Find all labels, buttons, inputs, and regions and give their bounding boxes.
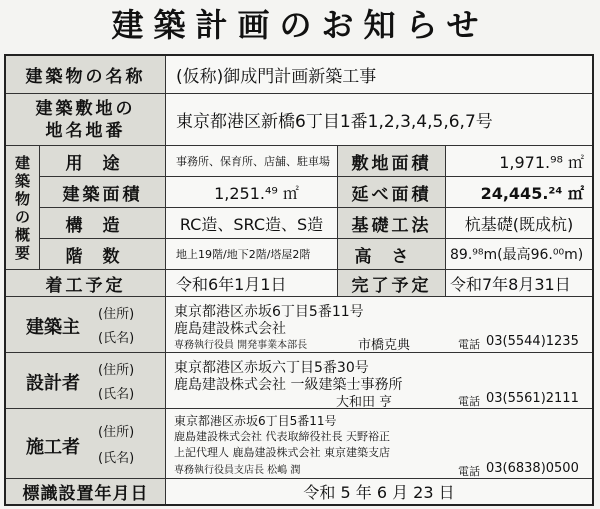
owner-name-tag: (氏名): [98, 331, 135, 346]
site-label-line2: 地名地番: [45, 120, 126, 141]
building-name-label: 建築物の名称: [6, 56, 166, 94]
posted-label: 標識設置年月日: [6, 479, 166, 504]
contractor-tel: 03(6838)0500: [486, 461, 579, 476]
designer-label: 設計者: [26, 373, 80, 394]
designer-tel-label: 電話: [458, 395, 480, 408]
overview-char: 概: [14, 225, 30, 244]
foundation-value: 杭基礎(既成杭): [446, 208, 592, 239]
site-area-label: 敷地面積: [338, 146, 446, 177]
site-label: [6, 94, 166, 146]
posted-value: 令和 5 年 6 月 23 日: [303, 483, 455, 502]
building-name-value: (仮称)御成門計画新築工事: [166, 56, 592, 94]
owner-company: 鹿島建設株式会社: [174, 321, 286, 337]
contractor-address: 東京都港区赤坂6丁目5番11号: [174, 414, 337, 428]
designer-tel: 03(5561)2111: [486, 391, 579, 406]
contractor-value-cell: [166, 409, 592, 479]
contractor-label-cell: [6, 409, 166, 479]
structure-label: 構造: [40, 208, 166, 239]
overview-char: 建: [14, 153, 30, 172]
end-label: 完了予定: [338, 270, 446, 297]
notice-title: 建築計画のお知らせ: [111, 6, 489, 44]
floors-value: 地上19階/地下2階/塔屋2階: [166, 239, 338, 270]
designer-name-tag: (氏名): [98, 387, 135, 402]
use-value: 事務所、保育所、店舗、駐車場: [166, 146, 338, 177]
overview-char: 築: [14, 171, 30, 190]
foundation-label: 基礎工法: [338, 208, 446, 239]
owner-tel-label: 電話: [458, 338, 480, 351]
owner-rep-title: 専務執行役員 開発事業本部長: [174, 340, 308, 351]
owner-rep-name: 市橋克典: [358, 338, 411, 353]
contractor-tel-label: 電話: [458, 465, 480, 478]
overview-side-label: [6, 146, 40, 270]
owner-address: 東京都港区赤坂6丁目5番11号: [174, 304, 364, 320]
contractor-line4: 専務執行役員支店長 松嶋 潤: [174, 465, 301, 476]
notice-board: [4, 54, 594, 506]
floor-area-label: 延べ面積: [338, 177, 446, 208]
overview-char: 要: [14, 243, 30, 262]
building-area-label: 建築面積: [40, 177, 166, 208]
contractor-label: 施工者: [26, 437, 80, 458]
owner-label: 建築主: [26, 317, 80, 338]
height-label: 高さ: [338, 239, 446, 270]
owner-label-cell: [6, 297, 166, 353]
height-value: 89.⁹⁸m(最高96.⁰⁰m): [446, 239, 592, 270]
contractor-line2: 鹿島建設株式会社 代表取締役社長 天野裕正: [174, 430, 390, 443]
designer-label-cell: [6, 353, 166, 409]
end-value: 令和7年8月31日: [446, 270, 592, 297]
owner-tel: 03(5544)1235: [486, 334, 579, 349]
overview-char: 物: [14, 189, 30, 208]
floors-label: 階数: [40, 239, 166, 270]
building-area-value: 1,251.⁴⁹ ㎡: [166, 177, 338, 208]
owner-address-tag: (住所): [98, 307, 135, 322]
overview-char: の: [14, 207, 30, 226]
contractor-address-tag: (住所): [98, 425, 135, 440]
designer-company: 鹿島建設株式会社 一級建築士事務所: [174, 377, 403, 393]
contractor-name-tag: (氏名): [98, 451, 135, 466]
site-area-value: 1,971.⁹⁸ ㎡: [446, 146, 592, 177]
structure-value: RC造、SRC造、S造: [166, 208, 338, 239]
start-value: 令和6年1月1日: [166, 270, 338, 297]
floor-area-value: 24,445.²⁴ ㎡: [446, 177, 592, 208]
designer-rep-name: 大和田 亨: [336, 395, 393, 409]
owner-value-cell: [166, 297, 592, 353]
site-label-line1: 建築敷地の: [35, 98, 136, 119]
site-value: 東京都港区新橋6丁目1番1,2,3,4,5,6,7号: [166, 94, 592, 146]
designer-value-cell: [166, 353, 592, 409]
contractor-line3: 上記代理人 鹿島建設株式会社 東京建築支店: [174, 446, 390, 459]
use-label: 用途: [40, 146, 166, 177]
designer-address: 東京都港区赤坂六丁目5番30号: [174, 360, 369, 376]
designer-address-tag: (住所): [98, 363, 135, 378]
start-label: 着工予定: [6, 270, 166, 297]
